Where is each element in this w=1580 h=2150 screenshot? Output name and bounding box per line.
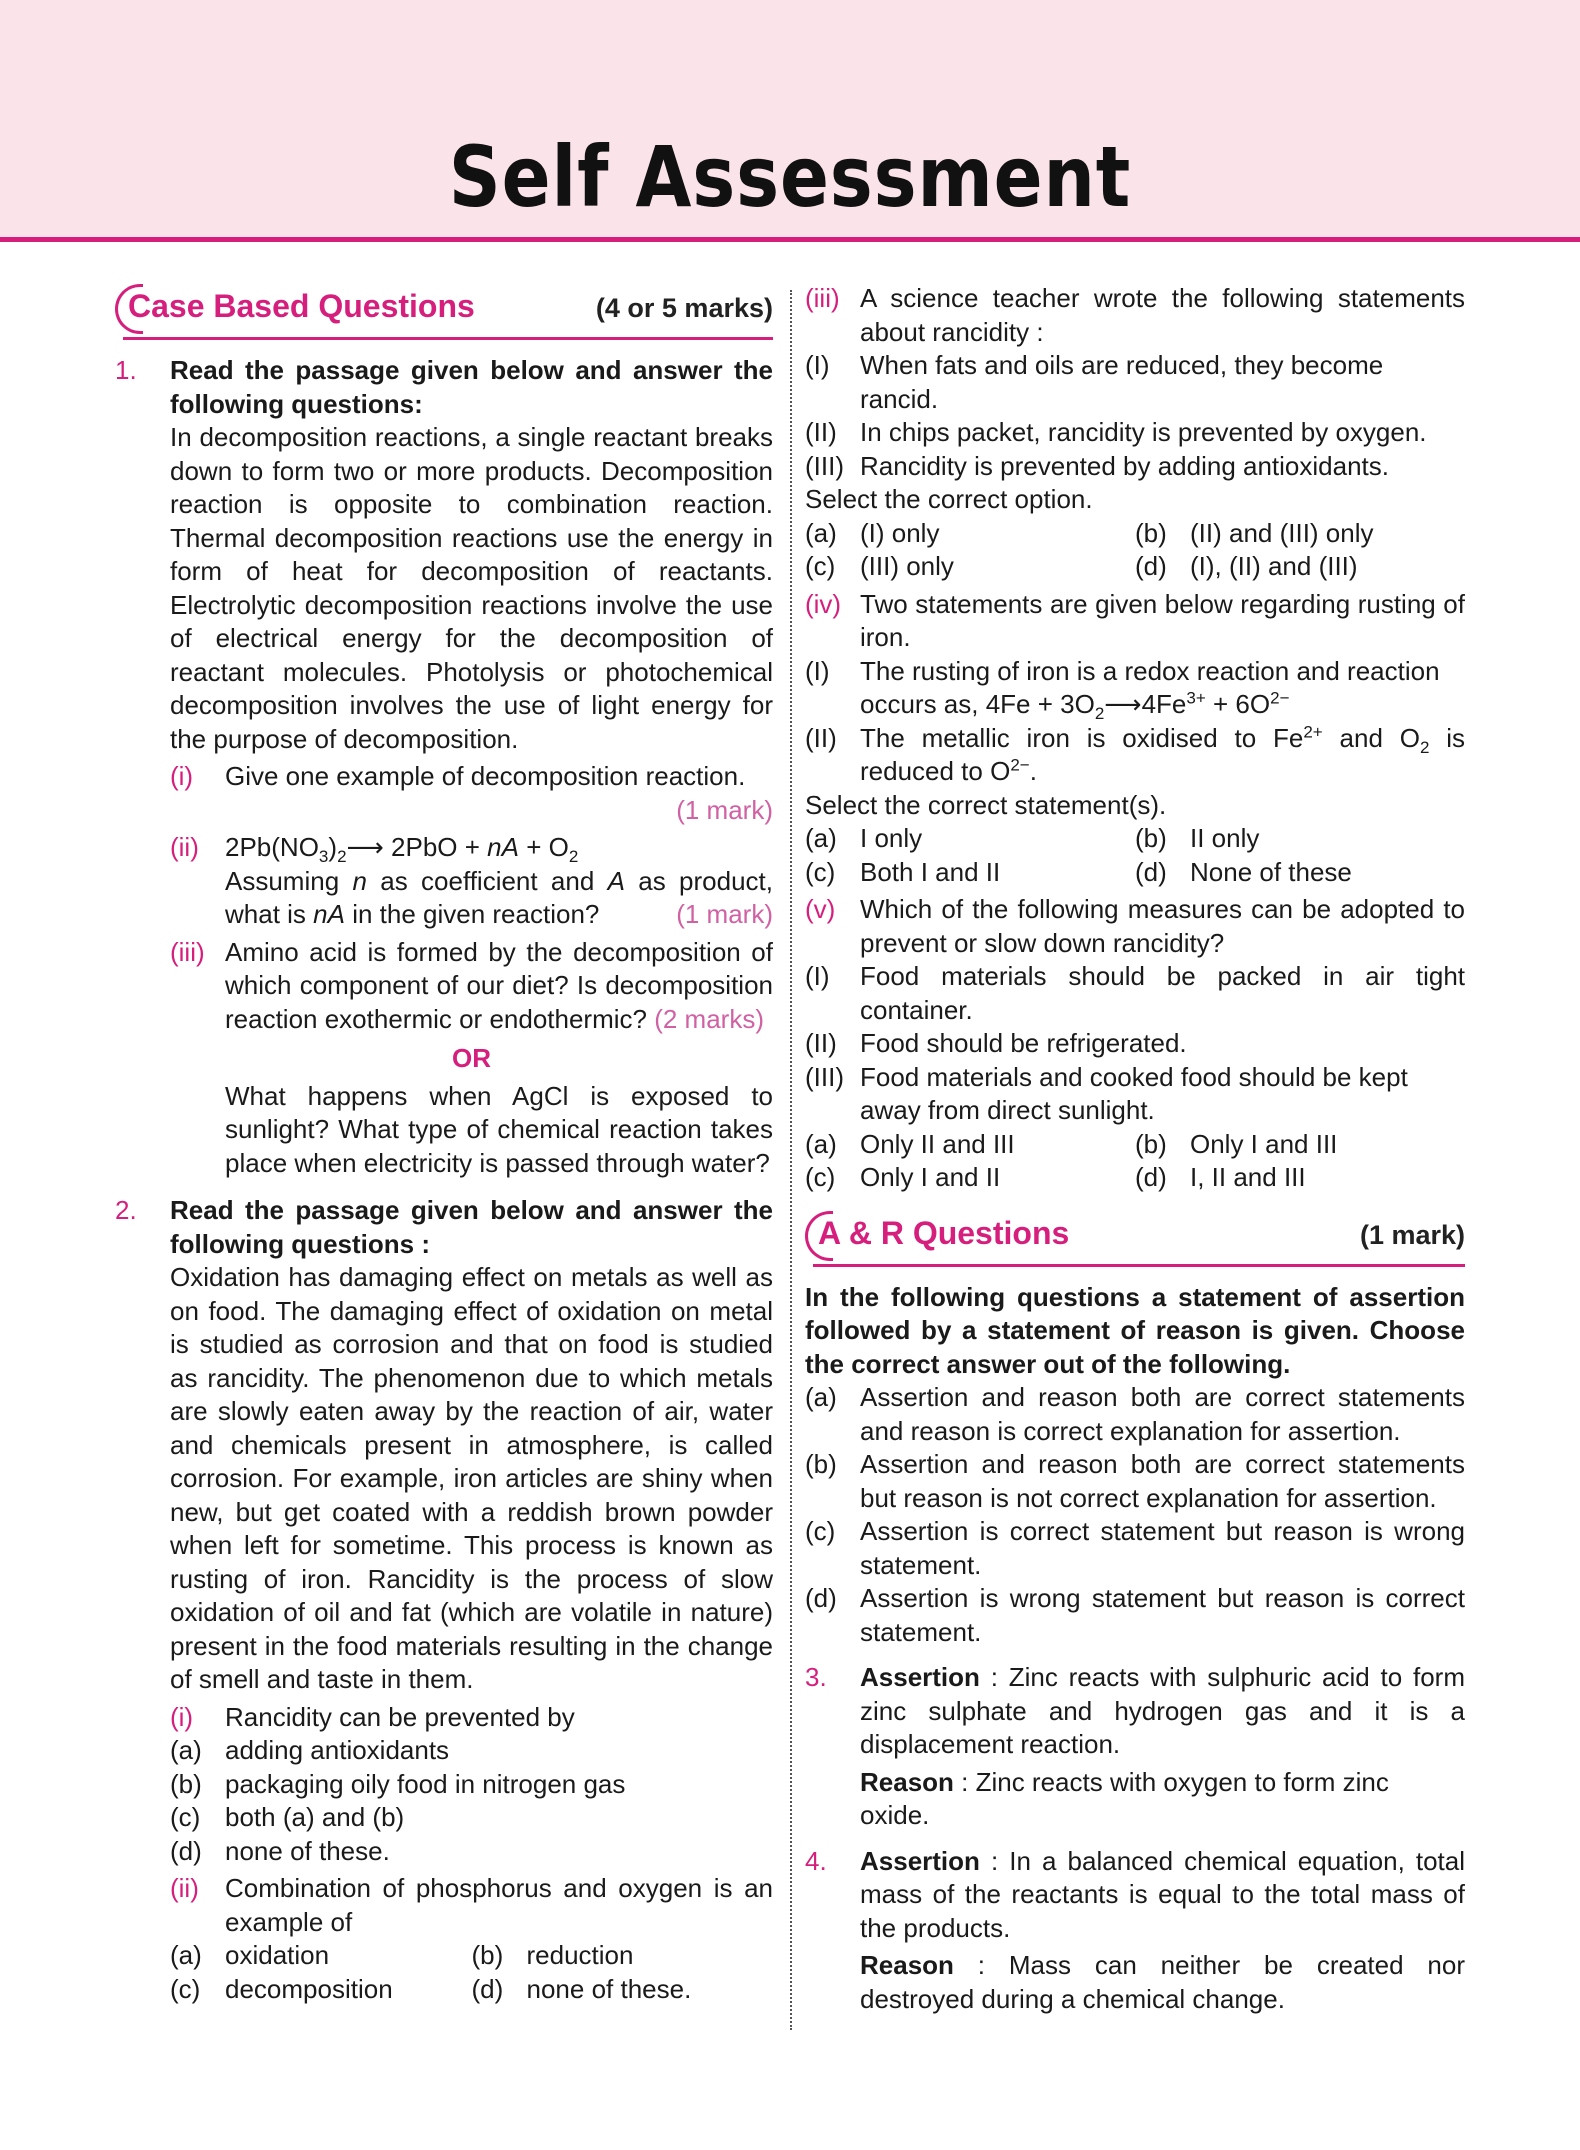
header-banner (0, 0, 1580, 242)
question-number: 4. (805, 1845, 827, 1876)
question-number: 2. (115, 1195, 137, 1225)
section-marks: (1 mark) (1359, 1219, 1465, 1250)
section-marks: (4 or 5 marks) (595, 293, 773, 323)
assertion: Assertion : In a balanced chemical equation, total mass of the reactants is equal to the total mass of the products. (860, 1845, 1465, 1943)
subquestion-text: Two statements are given below regarding rusting of iron. (860, 588, 1465, 652)
question-4 (805, 1845, 1465, 2017)
subquestion-iii: (iii) A science teacher wrote the following statements about rancidity : (805, 282, 1465, 349)
option: (a) I only (805, 823, 923, 853)
option-row (805, 517, 1465, 551)
option: (b) reduction (471, 1940, 634, 1970)
ar-option: (b) Assertion and reason both are correct statements but reason is not correct explanation for assertion. (805, 1449, 1465, 1513)
statement: (I) Food materials should be packed in air tight container. (805, 961, 1465, 1025)
marks-label: (1 mark) (676, 899, 773, 929)
ar-option: (a) Assertion and reason both are correct statements and reason is correct explanation for assertion. (805, 1382, 1465, 1446)
option: (b) packaging oily food in nitrogen gas (170, 1768, 626, 1799)
question-number: 1. (115, 355, 137, 385)
section-title: Case Based Questions (128, 288, 475, 324)
reason: Reason : Mass can neither be created nor destroyed during a chemical change. (860, 1950, 1465, 2014)
assertion: Assertion : Zinc reacts with sulphuric acid to form zinc sulphate and hydrogen gas and it is a displacement reaction. (860, 1662, 1465, 1759)
select-instruction: Select the correct statement(s). (805, 789, 1167, 820)
case-section-header (115, 282, 773, 340)
subquestion-text: Rancidity can be prevented by (225, 1701, 575, 1732)
page-title: Self Assessment (448, 128, 1132, 226)
option: (d) none of these. (471, 1973, 692, 2004)
subquestion-text: A science teacher wrote the following statements about rancidity : (860, 283, 1465, 347)
question-1 (115, 354, 773, 1180)
reason: Reason : Zinc reacts with oxygen to form zinc oxide. (860, 1766, 1389, 1830)
option: (a) adding antioxidants (170, 1735, 450, 1765)
option: (b) Only I and III (1135, 1128, 1338, 1159)
question-heading: Read the passage given below and answer the following questions : (170, 1195, 773, 1259)
option-row (805, 856, 1465, 890)
subquestion-text: Amino acid is formed by the decomposition of which component of our diet? Is decomposition reaction exothermic or endothermic? (225, 936, 773, 1034)
option-row (805, 1161, 1465, 1195)
subquestion-text: What happens when AgCl is exposed to sunlight? What type of chemical reaction takes place when electricity is passed through water? (225, 1080, 773, 1178)
statement: (II) Food should be refrigerated. (805, 1028, 1187, 1058)
right-column (805, 282, 1465, 2016)
chemical-equation: $2Pb(NO_3)_2⟶$ 2PbO + nA + $O_2$ (225, 832, 579, 867)
left-column (115, 282, 773, 2006)
subquestion-text: what is nA in the given reaction? (225, 899, 600, 929)
marks-label: (2 marks) (654, 1003, 764, 1034)
section-title: A & R Questions (818, 1214, 1070, 1251)
option: (c) Only I and II (805, 1162, 1001, 1192)
option: (c) (III) only (805, 551, 954, 581)
passage: In decomposition reactions, a single reactant breaks down to form two or more products. Decomposition reaction is opposite to combination reaction. Thermal decomposition reactions use the energy in form of heat for decomposition of reactants. Electrolytic decomposition reactions involve the use of electrical energy for the decomposition of reactant molecules. Photolysis or photochemical decomposition involves the use of light energy for the purpose of decomposition. (170, 422, 773, 754)
section-rule (813, 1264, 1465, 1267)
option: (a) oxidation (170, 1940, 330, 1970)
option-row (805, 1128, 1465, 1162)
option: (d) none of these. (170, 1835, 390, 1866)
arrow-icon: ⟶ (346, 832, 384, 862)
subquestion-text: Which of the following measures can be adopted to prevent or slow down rancidity? (860, 894, 1465, 958)
statement: (III) Rancidity is prevented by adding antioxidants. (805, 450, 1389, 481)
arrow-icon: ⟶ (1104, 689, 1142, 719)
statement: (II) In chips packet, rancidity is prevented by oxygen. (805, 417, 1427, 447)
option: (b) (II) and (III) only (1135, 517, 1374, 548)
subquestion-text: Give one example of decomposition reaction. (225, 761, 746, 791)
option-row (805, 822, 1465, 856)
column-divider (790, 290, 792, 2030)
option: (a) (I) only (805, 517, 940, 548)
subquestion-iv: (iv) Two statements are given below regarding rusting of iron. (805, 588, 1465, 655)
subquestion-text: Combination of phosphorus and oxygen is an example of (225, 1873, 773, 1937)
ar-option: (d) Assertion is wrong statement but reason is correct statement. (805, 1583, 1465, 1647)
passage: Oxidation has damaging effect on metals as well as on food. The damaging effect of oxidation on metal is studied as corrosion and that on food is studied as rancidity. The phenomenon due to which metals are slowly eaten away by the reaction of air, water and chemicals present in atmosphere, is called corrosion. For example, iron articles are shiny when new, but get coated with a reddish brown powder when left for sometime. This process is known as rusting of iron. Rancidity is the process of slow oxidation of oil and fat (which are volatile in nature) present in the food materials resulting in the change of smell and taste in them. (170, 1262, 773, 1694)
select-instruction: Select the correct option. (805, 484, 1093, 514)
subquestion-text: Assuming n as coefficient and A as product, (225, 865, 773, 896)
statement: (III) Food materials and cooked food should be kept away from direct sunlight. (805, 1061, 1408, 1125)
or-question (170, 1080, 773, 1181)
ar-option: (c) Assertion is correct statement but reason is wrong statement. (805, 1516, 1465, 1580)
option: (d) (I), (II) and (III) (1135, 551, 1358, 581)
marks-label: (1 mark) (676, 794, 773, 825)
subquestion-i: (i) Rancidity can be prevented by (170, 1701, 773, 1735)
option: (c) both (a) and (b) (170, 1802, 405, 1832)
section-rule (123, 337, 773, 340)
question-heading: Read the passage given below and answer the following questions: (170, 355, 773, 419)
option-row (170, 1973, 773, 2007)
question-2 (115, 1194, 773, 2006)
statement: (I) When fats and oils are reduced, they become rancid. (805, 350, 1384, 414)
question-3 (805, 1661, 1465, 1833)
option-row (170, 1939, 773, 1973)
option: (b) II only (1135, 823, 1260, 853)
or-label: OR (452, 1043, 491, 1073)
subquestion-ii: (ii) $2Pb(NO_3)_2⟶$ 2PbO + nA + $O_2$ Assuming n as coefficient and A as product, what is nA in the given reaction? (1 mark) (170, 831, 773, 932)
subquestion-iii: (iii) Amino acid is formed by the decomposition of which component of our diet? Is decomposition reaction exothermic or endothermic? (2 marks) (170, 936, 773, 1034)
question-number: 3. (805, 1662, 827, 1692)
subquestion-v: (v) Which of the following measures can be adopted to prevent or slow down rancidity? (805, 893, 1465, 960)
ar-section-header (805, 1209, 1465, 1267)
option: (d) I, II and III (1135, 1162, 1306, 1192)
option: (c) decomposition (170, 1973, 393, 2004)
statement: (II) The metallic iron is oxidised to $Fe^{2+}$ and $O_2$ is reduced to $O^{2-}$. (805, 721, 1465, 786)
subquestion-ii: (ii) Combination of phosphorus and oxygen is an example of (170, 1872, 773, 1939)
option: (c) Both I and II (805, 856, 1001, 887)
ar-instructions: In the following questions a statement of assertion followed by a statement of reason is given. Choose the correct answer out of the following. (805, 1281, 1465, 1379)
option: (d) None of these (1135, 856, 1352, 887)
statement: (I) The rusting of iron is a redox reaction and reaction occurs as, $4Fe + 3O_2⟶4Fe^{3+} + 6O^{2-}$ (805, 655, 1440, 724)
option-row (805, 550, 1465, 584)
option: (a) Only II and III (805, 1128, 1015, 1159)
subquestion-i: (i) Give one example of decomposition reaction. (1 mark) (170, 760, 773, 827)
